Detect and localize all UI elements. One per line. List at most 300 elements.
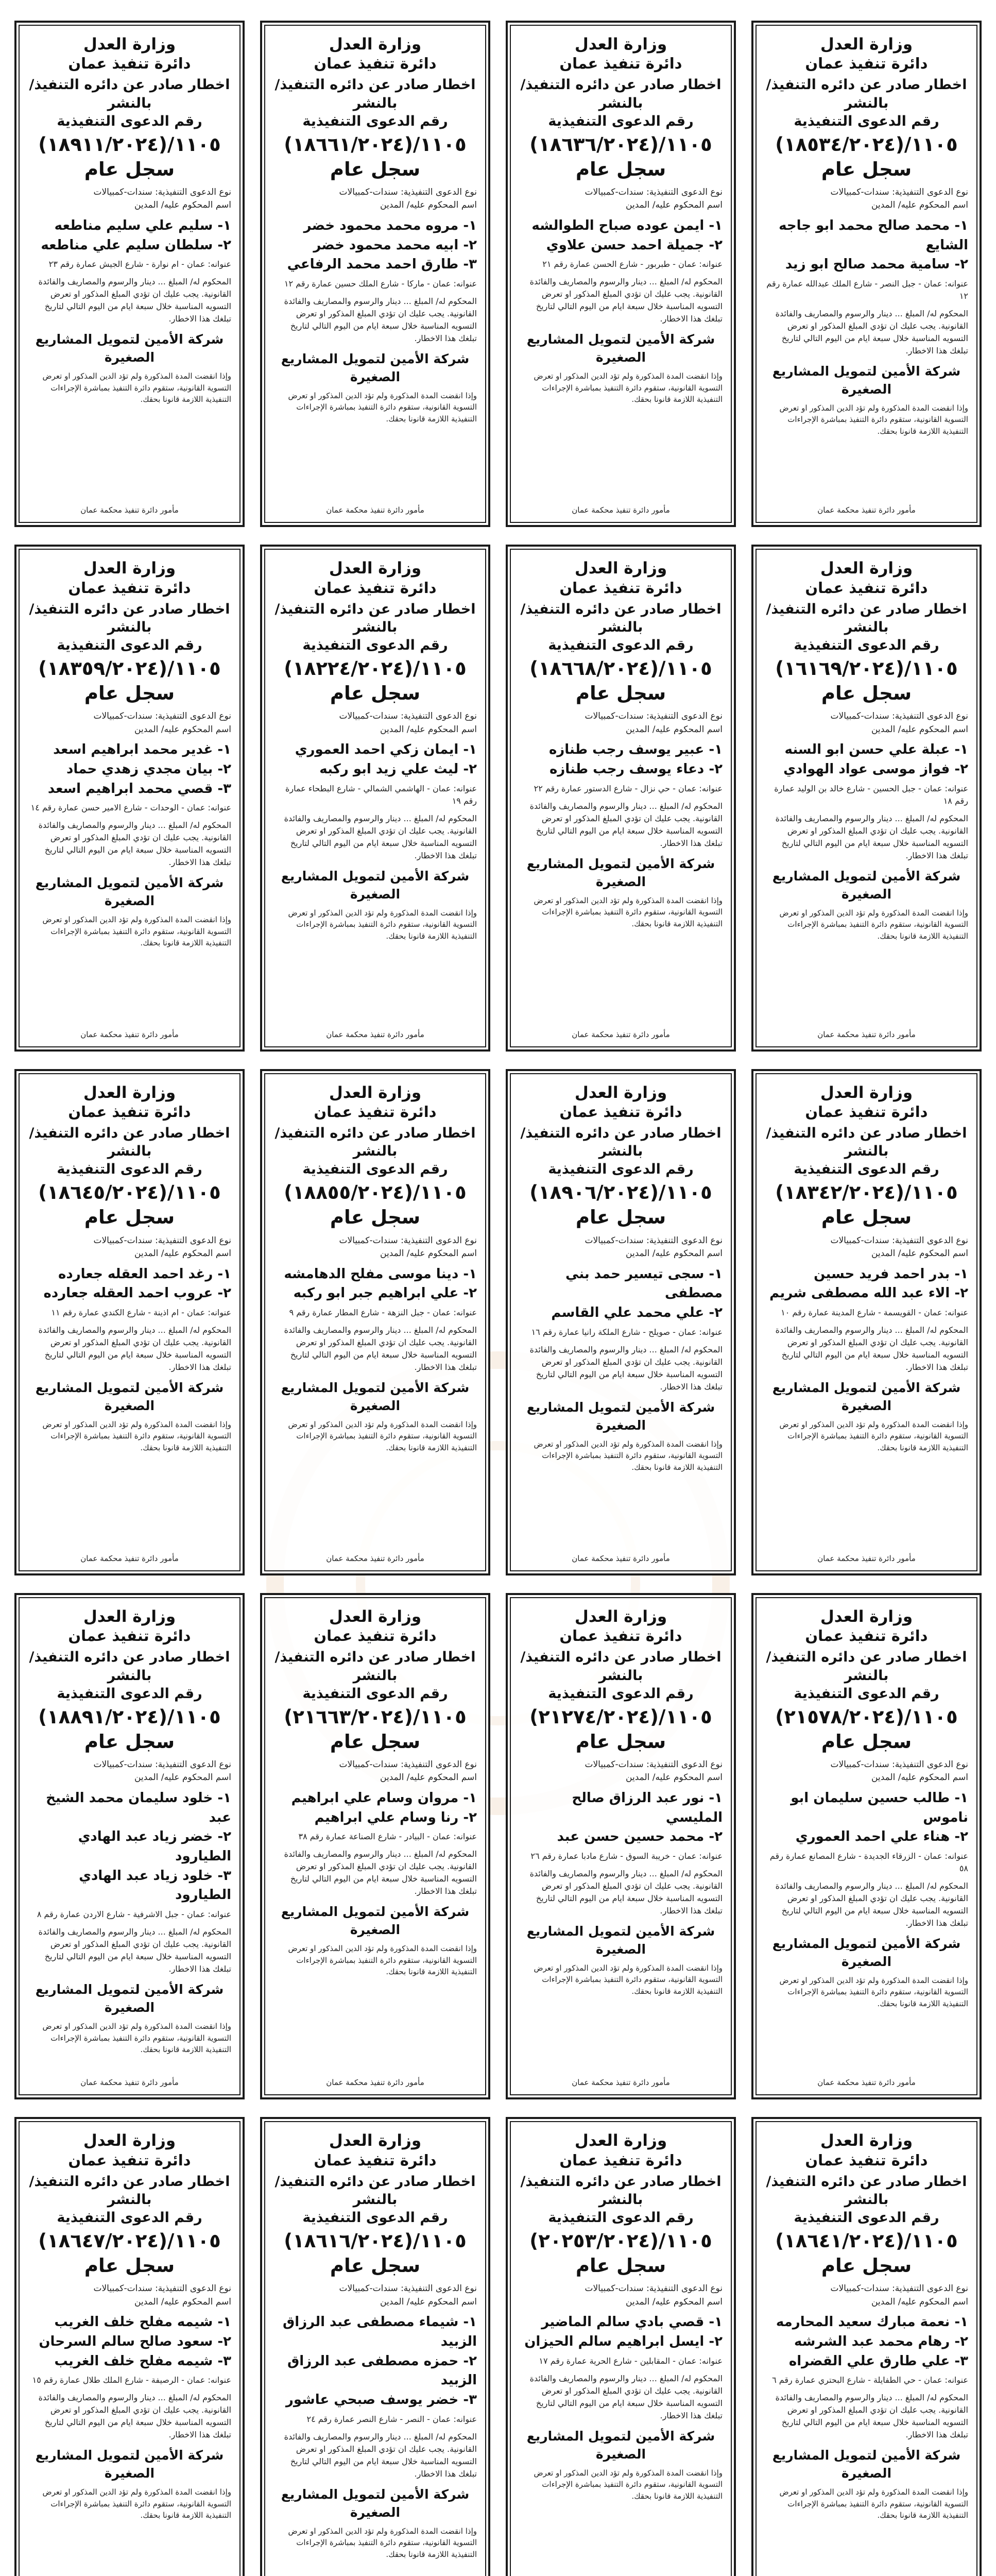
notice-footer: وإذا انقضت المدة المذكورة ولم تؤد الدين المذكور او تعرض التسوية القانونية، ستقوم دائرة التنفيذ بمباشرة الإجراءات التنفيذية اللازمة قانونا بحقك. [779, 403, 968, 436]
notice-card [260, 545, 490, 1051]
debtor-name: ٢- بيان مجدي زهدي حماد [66, 761, 231, 777]
creditor-label: اسم المحكوم عليه/ المدين [871, 1248, 968, 1259]
creditor-company: شركة الأمين لتمويل المشاريع الصغيرة [772, 2448, 961, 2481]
department-name: دائرة تنفيذ عمان [805, 1103, 928, 1121]
debtor-address: عنوانه: عمان - الرصيفة - شارع الملك طلال عمارة رقم ١٥ [32, 2375, 231, 2385]
case-number: ١١٠٥/(١٨٦٤٥/٢٠٢٤) سجل عام [38, 1181, 221, 1229]
creditor-company: شركة الأمين لتمويل المشاريع الصغيرة [281, 2486, 470, 2520]
signature: مأمور دائرة تنفيذ محكمة عمان [817, 1553, 916, 1563]
creditor-label: اسم المحكوم عليه/ المدين [134, 724, 231, 735]
department-name: دائرة تنفيذ عمان [805, 55, 928, 73]
creditor-company: شركة الأمين لتمويل المشاريع الصغيرة [35, 332, 224, 365]
debtor-name: ٢- علي ابراهيم جبر ابو ركبه [293, 1285, 477, 1301]
notice-footer: وإذا انقضت المدة المذكورة ولم تؤد الدين المذكور او تعرض التسوية القانونية، ستقوم دائرة التنفيذ بمباشرة الإجراءات التنفيذية اللازمة قانونا بحقك. [779, 1975, 968, 2008]
department-name: دائرة تنفيذ عمان [805, 579, 928, 597]
debtor-name: ٢- رهام محمد عبد الشرشه [794, 2333, 968, 2349]
ministry-name: وزارة العدل [329, 559, 422, 578]
debtor-address: عنوانه: عمان - ماركا - شارع الملك حسين عمارة رقم ١٢ [284, 278, 477, 289]
ministry-name: وزارة العدل [820, 1083, 913, 1102]
notice-body: المحكوم له/ المبلغ ... دينار والرسوم والمصاريف والفائدة القانونية. يجب عليك ان تؤدي المبلغ المذكور او تعرض التسويه المناسبة خلال سبعة ايام من اليوم التالي لتاريخ تبلغك هذا الاخطار. [38, 1325, 231, 1372]
case-number: ١١٠٥/(١٨٦٤١/٢٠٢٤) سجل عام [775, 2230, 958, 2277]
creditor-company: شركة الأمين لتمويل المشاريع الصغيرة [35, 2448, 224, 2481]
notice-card [14, 2117, 245, 2576]
debtor-address: عنوانه: عمان - جبل الاشرفية - شارع الاردن عمارة رقم ٨ [37, 1909, 231, 1920]
creditor-company: شركة الأمين لتمويل المشاريع الصغيرة [526, 1399, 715, 1433]
notice-title: اخطار صادر عن دائره التنفيذ/ بالنشر [766, 1125, 967, 1160]
debtor-name: ١- شيماء مصطفى عبد الرزاق الزبيد [283, 2314, 477, 2349]
notice-card [751, 21, 982, 527]
debtor-name: ٢- الاء عبد الله مصطفى شريم [769, 1285, 968, 1301]
debtor-name: ٢- جميلة احمد حسن علاوي [546, 237, 723, 253]
department-name: دائرة تنفيذ عمان [314, 1627, 437, 1645]
ministry-name: وزارة العدل [329, 2131, 422, 2150]
ministry-name: وزارة العدل [83, 2131, 176, 2150]
debtor-name: ٢- دعاء يوسف رجب طنازه [549, 761, 723, 777]
creditor-company: شركة الأمين لتمويل المشاريع الصغيرة [281, 868, 470, 902]
signature: مأمور دائرة تنفيذ محكمة عمان [80, 1029, 179, 1039]
case-type: نوع الدعوى التنفيذية: سندات-كمبيالات [830, 187, 968, 197]
debtor-address: عنوانه: عمان - ام اذينة - شارع الكندي عمارة رقم ١١ [51, 1307, 231, 1317]
case-label: رقم الدعوى التنفيذية [57, 637, 202, 653]
creditor-label: اسم المحكوم عليه/ المدين [871, 1772, 968, 1783]
case-number: ١١٠٥/(٢١٢٧٤/٢٠٢٤) سجل عام [529, 1705, 712, 1753]
debtor-name: ٣- علي طارق علي القضراه [788, 2353, 968, 2369]
notice-footer: وإذا انقضت المدة المذكورة ولم تؤد الدين المذكور او تعرض التسوية القانونية، ستقوم دائرة التنفيذ بمباشرة الإجراءات التنفيذية اللازمة قانونا بحقك. [288, 1944, 477, 1977]
notice-title: اخطار صادر عن دائره التنفيذ/ بالنشر [766, 77, 967, 111]
signature: مأمور دائرة تنفيذ محكمة عمان [326, 505, 424, 515]
notice-body: المحكوم له/ المبلغ ... دينار والرسوم والمصاريف والفائدة القانونية. يجب عليك ان تؤدي المبلغ المذكور او تعرض التسويه المناسبة خلال سبعة ايام من اليوم التالي لتاريخ تبلغك هذا الاخطار. [284, 1849, 477, 1896]
case-label: رقم الدعوى التنفيذية [302, 1161, 448, 1178]
debtor-name: ١- نعمة مبارك سعيد المحارمه [776, 2314, 968, 2330]
ministry-name: وزارة العدل [83, 35, 176, 54]
ministry-name: وزارة العدل [329, 35, 422, 54]
department-name: دائرة تنفيذ عمان [68, 1627, 191, 1645]
notice-title: اخطار صادر عن دائره التنفيذ/ بالنشر [274, 1125, 476, 1160]
debtor-name: ١- سجى تيسير حمد بني مصطفى [565, 1266, 723, 1301]
case-label: رقم الدعوى التنفيذية [794, 1685, 939, 1702]
signature: مأمور دائرة تنفيذ محكمة عمان [572, 1029, 670, 1039]
case-number: ١١٠٥/(١٨٢٢٤/٢٠٢٤) سجل عام [284, 657, 467, 705]
notice-footer: وإذا انقضت المدة المذكورة ولم تؤد الدين المذكور او تعرض التسوية القانونية، ستقوم دائرة التنفيذ بمباشرة الإجراءات التنفيذية اللازمة قانونا بحقك. [288, 908, 477, 941]
creditor-label: اسم المحكوم عليه/ المدين [134, 1772, 231, 1783]
creditor-label: اسم المحكوم عليه/ المدين [380, 2296, 477, 2307]
notice-body: المحكوم له/ المبلغ ... دينار والرسوم والمصاريف والفائدة القانونية. يجب عليك ان تؤدي المبلغ المذكور او تعرض التسويه المناسبة خلال سبعة ايام من اليوم التالي لتاريخ تبلغك هذا الاخطار. [38, 1927, 231, 1974]
debtor-name: ١- عبير يوسف رجب طنازه [548, 742, 723, 758]
ministry-name: وزارة العدل [329, 1607, 422, 1626]
ministry-name: وزارة العدل [574, 1607, 667, 1626]
notice-card [260, 21, 490, 527]
creditor-company: شركة الأمين لتمويل المشاريع الصغيرة [526, 1923, 715, 1957]
notice-card [506, 21, 736, 527]
debtor-name: ٣- قصي محمد ابراهيم اسعد [47, 781, 231, 796]
notice-body: المحكوم له/ المبلغ ... دينار والرسوم والمصاريف والفائدة القانونية. يجب عليك ان تؤدي المبلغ المذكور او تعرض التسويه المناسبة خلال سبعة ايام من اليوم التالي لتاريخ تبلغك هذا الاخطار. [775, 1880, 968, 1928]
department-name: دائرة تنفيذ عمان [805, 2151, 928, 2169]
debtor-name: ٢- فواز موسى عواد الهوادي [783, 761, 968, 777]
notice-footer: وإذا انقضت المدة المذكورة ولم تؤد الدين المذكور او تعرض التسوية القانونية، ستقوم دائرة التنفيذ بمباشرة الإجراءات التنفيذية اللازمة قانونا بحقك. [779, 2487, 968, 2520]
notice-title: اخطار صادر عن دائره التنفيذ/ بالنشر [274, 77, 476, 111]
creditor-company: شركة الأمين لتمويل المشاريع الصغيرة [35, 1380, 224, 1413]
creditor-label: اسم المحكوم عليه/ المدين [380, 1248, 477, 1259]
notice-title: اخطار صادر عن دائره التنفيذ/ بالنشر [274, 1649, 476, 1684]
notice-card [506, 1593, 736, 2099]
case-type: نوع الدعوى التنفيذية: سندات-كمبيالات [339, 187, 477, 197]
notice-card [506, 2117, 736, 2576]
signature: مأمور دائرة تنفيذ محكمة عمان [326, 2078, 424, 2088]
case-type: نوع الدعوى التنفيذية: سندات-كمبيالات [830, 1759, 968, 1770]
notice-title: اخطار صادر عن دائره التنفيذ/ بالنشر [520, 1649, 722, 1684]
creditor-company: شركة الأمين لتمويل المشاريع الصغيرة [526, 856, 715, 889]
case-type: نوع الدعوى التنفيذية: سندات-كمبيالات [339, 1235, 477, 1246]
notice-body: المحكوم له/ المبلغ ... دينار والرسوم والمصاريف والفائدة القانونية. يجب عليك ان تؤدي المبلغ المذكور او تعرض التسويه المناسبة خلال سبعة ايام من اليوم التالي لتاريخ تبلغك هذا الاخطار. [38, 277, 231, 324]
debtor-name: ٢- خضر زياد عبد الهادي الطيارود [78, 1829, 231, 1864]
department-name: دائرة تنفيذ عمان [559, 2151, 682, 2169]
case-label: رقم الدعوى التنفيذية [57, 113, 202, 129]
case-label: رقم الدعوى التنفيذية [302, 637, 448, 653]
case-number: ١١٠٥/(١٨٦٤٧/٢٠٢٤) سجل عام [38, 2230, 221, 2277]
debtor-name: ١- شيمه مفلح خلف الغريب [54, 2314, 231, 2330]
department-name: دائرة تنفيذ عمان [68, 579, 191, 597]
notice-footer: وإذا انقضت المدة المذكورة ولم تؤد الدين المذكور او تعرض التسوية القانونية، ستقوم دائرة التنفيذ بمباشرة الإجراءات التنفيذية اللازمة قانونا بحقك. [288, 391, 477, 423]
ministry-name: وزارة العدل [820, 559, 913, 578]
notice-title: اخطار صادر عن دائره التنفيذ/ بالنشر [274, 2173, 476, 2208]
debtor-name: ١- مروان وسام علي ابراهيم [291, 1790, 477, 1806]
notice-body: المحكوم له/ المبلغ ... دينار والرسوم والمصاريف والفائدة القانونية. يجب عليك ان تؤدي المبلغ المذكور او تعرض التسويه المناسبة خلال سبعة ايام من اليوم التالي لتاريخ تبلغك هذا الاخطار. [284, 1325, 477, 1372]
case-label: رقم الدعوى التنفيذية [548, 1161, 694, 1178]
notice-card [14, 545, 245, 1051]
case-type: نوع الدعوى التنفيذية: سندات-كمبيالات [339, 711, 477, 722]
debtor-name: ٢- محمد حسين حسن عبد [557, 1829, 723, 1845]
creditor-company: شركة الأمين لتمويل المشاريع الصغيرة [772, 868, 961, 902]
department-name: دائرة تنفيذ عمان [314, 2151, 437, 2169]
ministry-name: وزارة العدل [83, 1607, 176, 1626]
case-label: رقم الدعوى التنفيذية [548, 2209, 694, 2226]
notice-footer: وإذا انقضت المدة المذكورة ولم تؤد الدين المذكور او تعرض التسوية القانونية، ستقوم دائرة التنفيذ بمباشرة الإجراءات التنفيذية اللازمة قانونا بحقك. [288, 2526, 477, 2559]
notice-footer: وإذا انقضت المدة المذكورة ولم تؤد الدين المذكور او تعرض التسوية القانونية، ستقوم دائرة التنفيذ بمباشرة الإجراءات التنفيذية اللازمة قانونا بحقك. [42, 371, 231, 404]
case-number: ١١٠٥/(١٨٦٦٨/٢٠٢٤) سجل عام [529, 657, 712, 705]
debtor-name: ٢- ابيه محمد محمود خضر [313, 237, 477, 253]
signature: مأمور دائرة تنفيذ محكمة عمان [326, 1029, 424, 1039]
notice-card [260, 1593, 490, 2099]
debtor-name: ١- رغد احمد العقله جعارده [58, 1266, 231, 1282]
debtor-name: ٣- خضر يوسف صبحي عاشور [285, 2392, 477, 2408]
creditor-label: اسم المحكوم عليه/ المدين [380, 724, 477, 735]
debtor-name: ٣- طارق احمد محمد الرفاعي [287, 257, 477, 273]
case-type: نوع الدعوى التنفيذية: سندات-كمبيالات [830, 711, 968, 722]
ministry-name: وزارة العدل [83, 559, 176, 578]
notice-title: اخطار صادر عن دائره التنفيذ/ بالنشر [29, 1125, 230, 1160]
notice-card [260, 2117, 490, 2576]
debtor-address: عنوانه: عمان - المقابلين - شارع الحرية عمارة رقم ١٧ [539, 2355, 723, 2366]
notice-card [14, 21, 245, 527]
creditor-company: شركة الأمين لتمويل المشاريع الصغيرة [526, 332, 715, 365]
department-name: دائرة تنفيذ عمان [314, 55, 437, 73]
debtor-name: ١- غدير محمد ابراهيم اسعد [53, 742, 231, 758]
department-name: دائرة تنفيذ عمان [314, 579, 437, 597]
case-type: نوع الدعوى التنفيذية: سندات-كمبيالات [339, 2283, 477, 2294]
case-number: ١١٠٥/(١٨٦٣٦/٢٠٢٤) سجل عام [529, 133, 712, 180]
case-number: ١١٠٥/(١٨٦١٦/٢٠٢٤) سجل عام [284, 2230, 467, 2277]
case-type: نوع الدعوى التنفيذية: سندات-كمبيالات [585, 2283, 723, 2294]
debtor-name: ١- مروه محمد محمود خضر [303, 217, 477, 233]
debtor-name: ٢- حمزه مصطفى عبد الرزاق الزبيد [287, 2353, 477, 2388]
signature: مأمور دائرة تنفيذ محكمة عمان [80, 505, 179, 515]
notice-title: اخطار صادر عن دائره التنفيذ/ بالنشر [29, 77, 230, 111]
debtor-name: ١- محمد صالح محمد ابو جاجه الشايع [779, 217, 968, 253]
case-number: ١١٠٥/(١٨٣٤٢/٢٠٢٤) سجل عام [775, 1181, 958, 1229]
debtor-name: ٢- هناء علي احمد العموري [795, 1829, 968, 1845]
notice-body: المحكوم له/ المبلغ ... دينار والرسوم والمصاريف والفائدة القانونية. يجب عليك ان تؤدي المبلغ المذكور او تعرض التسويه المناسبة خلال سبعة ايام من اليوم التالي لتاريخ تبلغك هذا الاخطار. [529, 277, 723, 324]
notice-card [751, 1069, 982, 1575]
debtor-name: ١- ايمن عوده صباح الطوالشه [531, 217, 723, 233]
signature: مأمور دائرة تنفيذ محكمة عمان [572, 2078, 670, 2088]
debtor-address: عنوانه: عمان - النصر - شارع النصر عمارة رقم ٢٤ [306, 2414, 477, 2424]
case-number: ١١٠٥/(١٨٨٩١/٢٠٢٤) سجل عام [38, 1705, 221, 1753]
creditor-label: اسم المحكوم عليه/ المدين [134, 200, 231, 211]
notice-footer: وإذا انقضت المدة المذكورة ولم تؤد الدين المذكور او تعرض التسوية القانونية، ستقوم دائرة التنفيذ بمباشرة الإجراءات التنفيذية اللازمة قانونا بحقك. [534, 2468, 723, 2501]
notice-footer: وإذا انقضت المدة المذكورة ولم تؤد الدين المذكور او تعرض التسوية القانونية، ستقوم دائرة التنفيذ بمباشرة الإجراءات التنفيذية اللازمة قانونا بحقك. [534, 371, 723, 404]
case-label: رقم الدعوى التنفيذية [302, 1685, 448, 1702]
department-name: دائرة تنفيذ عمان [805, 1627, 928, 1645]
debtor-name: ١- قصي بادي سالم الماضير [541, 2314, 723, 2330]
notice-body: المحكوم له/ المبلغ ... دينار والرسوم والمصاريف والفائدة القانونية. يجب عليك ان تؤدي المبلغ المذكور او تعرض التسويه المناسبة خلال سبعة ايام من اليوم التالي لتاريخ تبلغك هذا الاخطار. [284, 2431, 477, 2479]
creditor-label: اسم المحكوم عليه/ المدين [626, 200, 723, 211]
case-number: ١١٠٥/(١٨٩٠٦/٢٠٢٤) سجل عام [529, 1181, 712, 1229]
notice-card [751, 2117, 982, 2576]
debtor-name: ١- ايمان زكي احمد العموري [295, 742, 477, 758]
debtor-name: ٣- شيمه مفلح خلف الغريب [54, 2353, 231, 2369]
notice-body: المحكوم له/ المبلغ ... دينار والرسوم والمصاريف والفائدة القانونية. يجب عليك ان تؤدي المبلغ المذكور او تعرض التسويه المناسبة خلال سبعة ايام من اليوم التالي لتاريخ تبلغك هذا الاخطار. [529, 1868, 723, 1916]
notice-footer: وإذا انقضت المدة المذكورة ولم تؤد الدين المذكور او تعرض التسوية القانونية، ستقوم دائرة التنفيذ بمباشرة الإجراءات التنفيذية اللازمة قانونا بحقك. [42, 2022, 231, 2055]
creditor-label: اسم المحكوم عليه/ المدين [134, 2296, 231, 2307]
debtor-name: ١- خلود سليمان محمد الشيخ عبد [46, 1790, 231, 1825]
case-label: رقم الدعوى التنفيذية [794, 1161, 939, 1178]
department-name: دائرة تنفيذ عمان [68, 1103, 191, 1121]
debtor-name: ٢- ايسل ابراهيم سالم الحيزان [524, 2333, 723, 2349]
debtor-address: عنوانه: عمان - صويلح - شارع الملكة رانيا عمارة رقم ١٦ [531, 1327, 723, 1337]
creditor-label: اسم المحكوم عليه/ المدين [380, 200, 477, 211]
signature: مأمور دائرة تنفيذ محكمة عمان [572, 1553, 670, 1563]
case-label: رقم الدعوى التنفيذية [548, 637, 694, 653]
case-label: رقم الدعوى التنفيذية [57, 2209, 202, 2226]
notice-title: اخطار صادر عن دائره التنفيذ/ بالنشر [766, 1649, 967, 1684]
case-type: نوع الدعوى التنفيذية: سندات-كمبيالات [93, 711, 231, 722]
case-type: نوع الدعوى التنفيذية: سندات-كمبيالات [585, 187, 723, 197]
case-label: رقم الدعوى التنفيذية [548, 113, 694, 129]
debtor-name: ٢- ليث علي زيد ابو ركبه [319, 761, 477, 777]
notice-footer: وإذا انقضت المدة المذكورة ولم تؤد الدين المذكور او تعرض التسوية القانونية، ستقوم دائرة التنفيذ بمباشرة الإجراءات التنفيذية اللازمة قانونا بحقك. [288, 1419, 477, 1452]
debtor-address: عنوانه: عمان - جبل النصر - شارع الملك عبدالله عمارة رقم ١٢ [766, 278, 968, 301]
debtor-name: ١- سليم علي سليم مناطعه [54, 217, 231, 233]
case-number: ١١٠٥/(٢١٥٧٨/٢٠٢٤) سجل عام [775, 1705, 958, 1753]
creditor-label: اسم المحكوم عليه/ المدين [626, 2296, 723, 2307]
case-label: رقم الدعوى التنفيذية [794, 637, 939, 653]
case-type: نوع الدعوى التنفيذية: سندات-كمبيالات [93, 1235, 231, 1246]
notice-title: اخطار صادر عن دائره التنفيذ/ بالنشر [520, 601, 722, 635]
debtor-name: ١- بدر احمد فريد حسين [814, 1266, 968, 1282]
department-name: دائرة تنفيذ عمان [559, 579, 682, 597]
case-label: رقم الدعوى التنفيذية [302, 113, 448, 129]
notice-card [14, 1069, 245, 1575]
creditor-label: اسم المحكوم عليه/ المدين [871, 724, 968, 735]
creditor-company: شركة الأمين لتمويل المشاريع الصغيرة [35, 875, 224, 909]
creditor-company: شركة الأمين لتمويل المشاريع الصغيرة [35, 1982, 224, 2015]
signature: مأمور دائرة تنفيذ محكمة عمان [80, 2078, 179, 2088]
signature: مأمور دائرة تنفيذ محكمة عمان [817, 2078, 916, 2088]
notice-footer: وإذا انقضت المدة المذكورة ولم تؤد الدين المذكور او تعرض التسوية القانونية، ستقوم دائرة التنفيذ بمباشرة الإجراءات التنفيذية اللازمة قانونا بحقك. [42, 915, 231, 948]
debtor-address: عنوانه: عمان - الزرقاء الجديدة - شارع المصانع عمارة رقم ٥٨ [769, 1851, 968, 1873]
ministry-name: وزارة العدل [820, 1607, 913, 1626]
notice-body: المحكوم له/ المبلغ ... دينار والرسوم والمصاريف والفائدة القانونية. يجب عليك ان تؤدي المبلغ المذكور او تعرض التسويه المناسبة خلال سبعة ايام من اليوم التالي لتاريخ تبلغك هذا الاخطار. [775, 813, 968, 860]
notice-card [14, 1593, 245, 2099]
debtor-address: عنوانه: عمان - القويسمة - شارع المدينة عمارة رقم ١٠ [781, 1307, 968, 1317]
creditor-label: اسم المحكوم عليه/ المدين [871, 200, 968, 211]
debtor-address: عنوانه: عمان - حي نزال - شارع الدستور عمارة رقم ٢٢ [534, 783, 723, 793]
signature: مأمور دائرة تنفيذ محكمة عمان [572, 505, 670, 515]
debtor-address: عنوانه: عمان - جبل النزهة - شارع المطار عمارة رقم ٩ [289, 1307, 477, 1317]
debtor-address: عنوانه: عمان - الهاشمي الشمالي - شارع البطحاء عمارة رقم ١٩ [285, 783, 477, 806]
case-type: نوع الدعوى التنفيذية: سندات-كمبيالات [339, 1759, 477, 1770]
case-type: نوع الدعوى التنفيذية: سندات-كمبيالات [93, 1759, 231, 1770]
case-type: نوع الدعوى التنفيذية: سندات-كمبيالات [830, 1235, 968, 1246]
notice-body: المحكوم له/ المبلغ ... دينار والرسوم والمصاريف والفائدة القانونية. يجب عليك ان تؤدي المبلغ المذكور او تعرض التسويه المناسبة خلال سبعة ايام من اليوم التالي لتاريخ تبلغك هذا الاخطار. [284, 296, 477, 343]
debtor-address: عنوانه: عمان - حي الطفايلة - شارع البحتري عمارة رقم ٦ [772, 2375, 968, 2385]
creditor-label: اسم المحكوم عليه/ المدين [871, 2296, 968, 2307]
department-name: دائرة تنفيذ عمان [559, 1103, 682, 1121]
debtor-address: عنوانه: عمان - جبل الحسين - شارع خالد بن الوليد عمارة رقم ١٨ [774, 783, 968, 806]
case-number: ١١٠٥/(٢٠٢٥٣/٢٠٢٤) سجل عام [529, 2230, 712, 2277]
case-number: ١١٠٥/(١٨٣٥٩/٢٠٢٤) سجل عام [38, 657, 221, 705]
debtor-name: ١- عبلة علي حسن ابو السنه [784, 742, 968, 758]
debtor-address: عنوانه: عمان - طبربور - شارع الحسن عمارة رقم ٢١ [542, 259, 723, 269]
case-type: نوع الدعوى التنفيذية: سندات-كمبيالات [585, 1235, 723, 1246]
notice-footer: وإذا انقضت المدة المذكورة ولم تؤد الدين المذكور او تعرض التسوية القانونية، ستقوم دائرة التنفيذ بمباشرة الإجراءات التنفيذية اللازمة قانونا بحقك. [42, 2487, 231, 2520]
debtor-name: ٢- عروب احمد العقله جعارده [43, 1285, 231, 1301]
case-label: رقم الدعوى التنفيذية [794, 2209, 939, 2226]
notice-footer: وإذا انقضت المدة المذكورة ولم تؤد الدين المذكور او تعرض التسوية القانونية، ستقوم دائرة التنفيذ بمباشرة الإجراءات التنفيذية اللازمة قانونا بحقك. [534, 1963, 723, 1996]
debtor-name: ٢- سامية محمد صالح ابو زيد [785, 257, 968, 273]
notice-title: اخطار صادر عن دائره التنفيذ/ بالنشر [520, 2173, 722, 2208]
notice-body: المحكوم له/ المبلغ ... دينار والرسوم والمصاريف والفائدة القانونية. يجب عليك ان تؤدي المبلغ المذكور او تعرض التسويه المناسبة خلال سبعة ايام من اليوم التالي لتاريخ تبلغك هذا الاخطار. [775, 1325, 968, 1372]
case-label: رقم الدعوى التنفيذية [548, 1685, 694, 1702]
creditor-company: شركة الأمين لتمويل المشاريع الصغيرة [281, 1904, 470, 1938]
notice-footer: وإذا انقضت المدة المذكورة ولم تؤد الدين المذكور او تعرض التسوية القانونية، ستقوم دائرة التنفيذ بمباشرة الإجراءات التنفيذية اللازمة قانونا بحقك. [779, 908, 968, 941]
notice-body: المحكوم له/ المبلغ ... دينار والرسوم والمصاريف والفائدة القانونية. يجب عليك ان تؤدي المبلغ المذكور او تعرض التسويه المناسبة خلال سبعة ايام من اليوم التالي لتاريخ تبلغك هذا الاخطار. [529, 801, 723, 848]
department-name: دائرة تنفيذ عمان [68, 55, 191, 73]
debtor-name: ٢- رنا وسام علي ابراهيم [314, 1809, 477, 1825]
creditor-company: شركة الأمين لتمويل المشاريع الصغيرة [526, 2428, 715, 2462]
debtor-name: ٢- علي محمد علي القاسم [551, 1304, 723, 1320]
notice-footer: وإذا انقضت المدة المذكورة ولم تؤد الدين المذكور او تعرض التسوية القانونية، ستقوم دائرة التنفيذ بمباشرة الإجراءات التنفيذية اللازمة قانونا بحقك. [779, 1419, 968, 1452]
debtor-address: عنوانه: عمان - الوحدات - شارع الامير حسن عمارة رقم ١٤ [30, 803, 231, 813]
case-number: ١١٠٥/(١٦١٦٩/٢٠٢٤) سجل عام [775, 657, 958, 705]
debtor-name: ١- طالب حسين سليمان ابو ناموس [791, 1790, 968, 1825]
creditor-label: اسم المحكوم عليه/ المدين [380, 1772, 477, 1783]
creditor-company: شركة الأمين لتمويل المشاريع الصغيرة [772, 363, 961, 397]
notice-title: اخطار صادر عن دائره التنفيذ/ بالنشر [29, 1649, 230, 1684]
debtor-address: عنوانه: عمان - خريبة السوق - شارع مادبا عمارة رقم ٢٦ [530, 1851, 723, 1861]
debtor-address: عنوانه: عمان - البيادر - شارع الصناعة عمارة رقم ٣٨ [298, 1832, 477, 1842]
signature: مأمور دائرة تنفيذ محكمة عمان [817, 505, 916, 515]
notice-card [506, 1069, 736, 1575]
notice-card [506, 545, 736, 1051]
case-label: رقم الدعوى التنفيذية [302, 2209, 448, 2226]
case-label: رقم الدعوى التنفيذية [57, 1161, 202, 1178]
notice-title: اخطار صادر عن دائره التنفيذ/ بالنشر [520, 77, 722, 111]
case-label: رقم الدعوى التنفيذية [794, 113, 939, 129]
notice-title: اخطار صادر عن دائره التنفيذ/ بالنشر [274, 601, 476, 635]
case-number: ١١٠٥/(٢١٦٦٣/٢٠٢٤) سجل عام [284, 1705, 467, 1753]
signature: مأمور دائرة تنفيذ محكمة عمان [326, 1553, 424, 1563]
notice-title: اخطار صادر عن دائره التنفيذ/ بالنشر [766, 2173, 967, 2208]
notice-footer: وإذا انقضت المدة المذكورة ولم تؤد الدين المذكور او تعرض التسوية القانونية، ستقوم دائرة التنفيذ بمباشرة الإجراءات التنفيذية اللازمة قانونا بحقك. [42, 1419, 231, 1452]
case-type: نوع الدعوى التنفيذية: سندات-كمبيالات [93, 187, 231, 197]
notice-card [260, 1069, 490, 1575]
notice-card [751, 545, 982, 1051]
notice-body: المحكوم له/ المبلغ ... دينار والرسوم والمصاريف والفائدة القانونية. يجب عليك ان تؤدي المبلغ المذكور او تعرض التسويه المناسبة خلال سبعة ايام من اليوم التالي لتاريخ تبلغك هذا الاخطار. [38, 820, 231, 868]
creditor-label: اسم المحكوم عليه/ المدين [134, 1248, 231, 1259]
ministry-name: وزارة العدل [83, 1083, 176, 1102]
case-number: ١١٠٥/(١٨٦٦١/٢٠٢٤) سجل عام [284, 133, 467, 180]
case-number: ١١٠٥/(١٨٩١١/٢٠٢٤) سجل عام [38, 133, 221, 180]
notice-body: المحكوم له/ المبلغ ... دينار والرسوم والمصاريف والفائدة القانونية. يجب عليك ان تؤدي المبلغ المذكور او تعرض التسويه المناسبة خلال سبعة ايام من اليوم التالي لتاريخ تبلغك هذا الاخطار. [284, 813, 477, 860]
notice-title: اخطار صادر عن دائره التنفيذ/ بالنشر [520, 1125, 722, 1160]
signature: مأمور دائرة تنفيذ محكمة عمان [817, 1029, 916, 1039]
department-name: دائرة تنفيذ عمان [559, 55, 682, 73]
notice-body: المحكوم له/ المبلغ ... دينار والرسوم والمصاريف والفائدة القانونية. يجب عليك ان تؤدي المبلغ المذكور او تعرض التسويه المناسبة خلال سبعة ايام من اليوم التالي لتاريخ تبلغك هذا الاخطار. [775, 308, 968, 355]
case-type: نوع الدعوى التنفيذية: سندات-كمبيالات [830, 2283, 968, 2294]
notice-body: المحكوم له/ المبلغ ... دينار والرسوم والمصاريف والفائدة القانونية. يجب عليك ان تؤدي المبلغ المذكور او تعرض التسويه المناسبة خلال سبعة ايام من اليوم التالي لتاريخ تبلغك هذا الاخطار. [529, 2373, 723, 2420]
case-number: ١١٠٥/(١٨٥٣٤/٢٠٢٤) سجل عام [775, 133, 958, 180]
case-type: نوع الدعوى التنفيذية: سندات-كمبيالات [585, 711, 723, 722]
ministry-name: وزارة العدل [574, 559, 667, 578]
creditor-label: اسم المحكوم عليه/ المدين [626, 1248, 723, 1259]
creditor-company: شركة الأمين لتمويل المشاريع الصغيرة [281, 1380, 470, 1413]
ministry-name: وزارة العدل [329, 1083, 422, 1102]
creditor-label: اسم المحكوم عليه/ المدين [626, 724, 723, 735]
ministry-name: وزارة العدل [574, 2131, 667, 2150]
debtor-name: ١- نور عبد الرزاق صالح المليسي [572, 1790, 723, 1825]
ministry-name: وزارة العدل [574, 35, 667, 54]
notice-title: اخطار صادر عن دائره التنفيذ/ بالنشر [29, 601, 230, 635]
ministry-name: وزارة العدل [820, 35, 913, 54]
signature: مأمور دائرة تنفيذ محكمة عمان [80, 1553, 179, 1563]
case-type: نوع الدعوى التنفيذية: سندات-كمبيالات [93, 2283, 231, 2294]
department-name: دائرة تنفيذ عمان [68, 2151, 191, 2169]
notice-card [751, 1593, 982, 2099]
debtor-name: ٣- خلود زياد عبد الهادي الطيارود [79, 1868, 231, 1903]
notice-body: المحكوم له/ المبلغ ... دينار والرسوم والمصاريف والفائدة القانونية. يجب عليك ان تؤدي المبلغ المذكور او تعرض التسويه المناسبة خلال سبعة ايام من اليوم التالي لتاريخ تبلغك هذا الاخطار. [38, 2393, 231, 2440]
debtor-address: عنوانه: عمان - ام نوارة - شارع الجيش عمارة رقم ٢٣ [48, 259, 231, 269]
debtor-name: ٢- سلطان سليم علي مناطعه [41, 237, 231, 253]
ministry-name: وزارة العدل [820, 2131, 913, 2150]
notice-footer: وإذا انقضت المدة المذكورة ولم تؤد الدين المذكور او تعرض التسوية القانونية، ستقوم دائرة التنفيذ بمباشرة الإجراءات التنفيذية اللازمة قانونا بحقك. [534, 895, 723, 928]
debtor-name: ٢- سعود صالح سالم السرحان [39, 2333, 231, 2349]
creditor-company: شركة الأمين لتمويل المشاريع الصغيرة [772, 1936, 961, 1969]
notice-footer: وإذا انقضت المدة المذكورة ولم تؤد الدين المذكور او تعرض التسوية القانونية، ستقوم دائرة التنفيذ بمباشرة الإجراءات التنفيذية اللازمة قانونا بحقك. [534, 1439, 723, 1472]
creditor-label: اسم المحكوم عليه/ المدين [626, 1772, 723, 1783]
debtor-name: ١- دينا موسى مفلح الدهامشه [284, 1266, 477, 1282]
creditor-company: شركة الأمين لتمويل المشاريع الصغيرة [281, 351, 470, 384]
ministry-name: وزارة العدل [574, 1083, 667, 1102]
creditor-company: شركة الأمين لتمويل المشاريع الصغيرة [772, 1380, 961, 1413]
department-name: دائرة تنفيذ عمان [314, 1103, 437, 1121]
case-label: رقم الدعوى التنفيذية [57, 1685, 202, 1702]
notice-title: اخطار صادر عن دائره التنفيذ/ بالنشر [766, 601, 967, 635]
department-name: دائرة تنفيذ عمان [559, 1627, 682, 1645]
notice-body: المحكوم له/ المبلغ ... دينار والرسوم والمصاريف والفائدة القانونية. يجب عليك ان تؤدي المبلغ المذكور او تعرض التسويه المناسبة خلال سبعة ايام من اليوم التالي لتاريخ تبلغك هذا الاخطار. [529, 1344, 723, 1392]
notice-body: المحكوم له/ المبلغ ... دينار والرسوم والمصاريف والفائدة القانونية. يجب عليك ان تؤدي المبلغ المذكور او تعرض التسويه المناسبة خلال سبعة ايام من اليوم التالي لتاريخ تبلغك هذا الاخطار. [775, 2393, 968, 2440]
notice-title: اخطار صادر عن دائره التنفيذ/ بالنشر [29, 2173, 230, 2208]
